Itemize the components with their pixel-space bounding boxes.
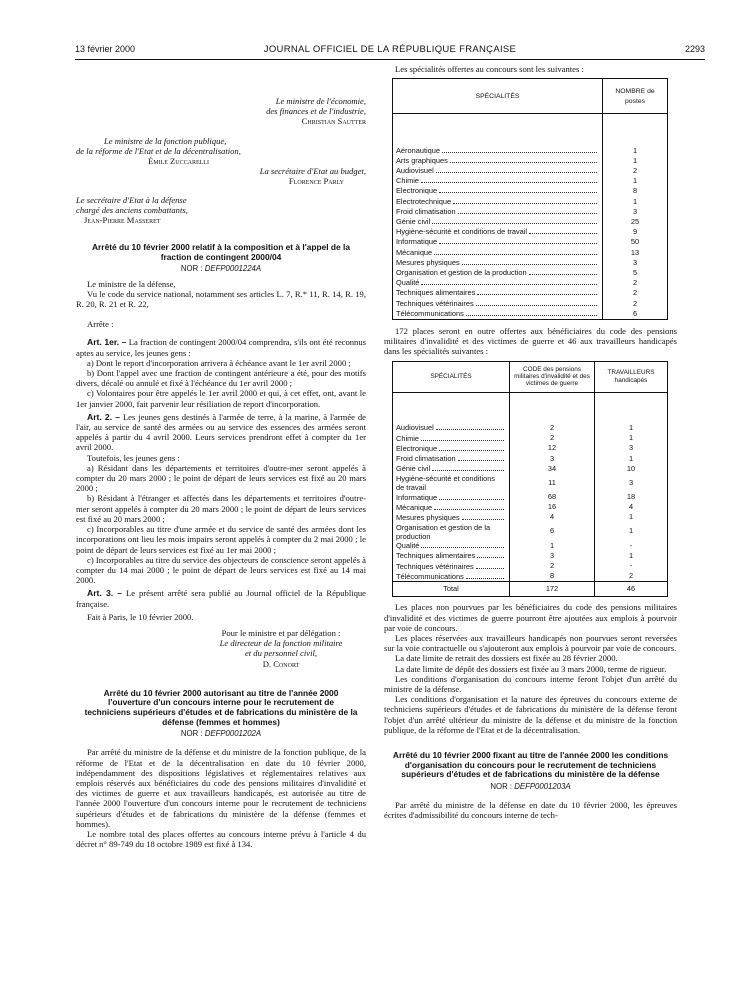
- travailleurs-cell: 1: [628, 433, 634, 443]
- article-text: Le présent arrêté sera publié au Journal officiel de la République française.: [76, 588, 367, 609]
- left-column: [76, 64, 366, 849]
- paragraph: c) Incorporables au titre du service des objecteurs de conscience seront appelés à compter du 14 mai 2000 ; le point de départ de leurs services est fixé au 14 mai 2000.: [76, 554, 366, 586]
- table-row: [393, 258, 668, 268]
- travailleurs-cell: 1: [628, 550, 634, 560]
- total-label: Total: [393, 582, 510, 597]
- postes-cell: 3: [632, 206, 638, 216]
- specialite-label: Informatique: [396, 492, 438, 502]
- delegation-name: D. Conort: [262, 658, 300, 669]
- paragraph: Vu le code du service national, notamment ses articles L. 7, R.* 11, R. 14, R. 19, R. 20, R. 21 et R. 22,: [76, 288, 366, 310]
- paragraph: La date limite de retrait des dossiers est fixée au 28 février 2000.: [395, 653, 618, 664]
- specialite-label: Electronique: [396, 186, 438, 196]
- specialite-cell: [393, 186, 603, 196]
- signature-role: chargé des anciens combattants,: [76, 204, 188, 215]
- code-pensions-cell: 16: [510, 502, 595, 512]
- decree-title: Arrêté du 10 février 2000 autorisant au titre de l'année 2000 l'ouverture d'un concours interne pour le recrutement de techniciens supérieurs d'études et de fabrications du ministère de la défense (femmes et hommes): [84, 687, 358, 727]
- code-pensions-cell: 8: [510, 571, 595, 582]
- postes-cell: 1: [632, 176, 638, 186]
- nor-label: NOR :: [180, 729, 203, 739]
- article-text: La fraction de contingent 2000/04 comprendra, s'ils ont été reconnus aptes au service, les jeunes gens :: [76, 337, 366, 358]
- code-pensions-cell: 12: [510, 443, 595, 453]
- paragraph: c) Volontaires pour être appelés le 1er avril 2000 et qui, à cet effet, ont, avant le 1er janvier 2000, fait parvenir leur résiliation de report d'incorporation.: [76, 388, 366, 409]
- travailleurs-cell: 1: [628, 453, 634, 463]
- specialite-label: Hygiène-sécurité et conditions de travail: [396, 473, 496, 492]
- travailleurs-cell: 2: [628, 571, 634, 581]
- specialite-label: Audiovisuel: [396, 166, 434, 176]
- travailleurs-cell: 3: [628, 443, 634, 453]
- table-row: [393, 392, 668, 433]
- table-row: [393, 288, 668, 298]
- article-label: Art. 1er. –: [87, 337, 127, 348]
- nor-code: DEFP0001203A: [514, 781, 571, 791]
- signature-block-anciens-combattants: [76, 195, 366, 226]
- delegation-line: Pour le ministre et par délégation :: [221, 627, 341, 638]
- travailleurs-cell: 18: [626, 491, 636, 501]
- paragraph: Les spécialités offertes au concours sont les suivantes :: [395, 64, 584, 74]
- specialite-label: Génie civil: [396, 217, 431, 227]
- specialite-cell: [393, 392, 510, 433]
- postes-cell: 50: [630, 237, 640, 247]
- specialite-label: Organisation et gestion de la production: [396, 268, 527, 278]
- specialite-label: Mesures physiques: [396, 257, 460, 267]
- postes-cell: 5: [632, 268, 638, 278]
- paragraph: La date limite de dépôt des dossiers est fixée au 3 mars 2000, terme de rigueur.: [395, 663, 667, 674]
- table-row: [393, 454, 668, 464]
- table-row: [393, 309, 668, 320]
- decree-nor: [384, 782, 677, 792]
- specialite-cell: [393, 268, 603, 278]
- table-row: [393, 186, 668, 196]
- table-row: [393, 248, 668, 258]
- specialite-cell: [393, 166, 603, 176]
- travailleurs-cell: -: [629, 540, 633, 550]
- specialite-cell: [393, 288, 603, 298]
- specialite-cell: [393, 197, 603, 207]
- table-row: [393, 278, 668, 288]
- code-pensions-cell: 4: [510, 512, 595, 522]
- postes-cell: 13: [630, 247, 640, 257]
- specialite-cell: [393, 207, 603, 217]
- specialite-cell: [393, 176, 603, 186]
- table-row: [393, 176, 668, 186]
- signature-name: Florence Parly: [288, 176, 344, 187]
- signature-name: Jean-Pierre Masseret: [84, 215, 161, 226]
- specialite-label: Audiovisuel: [396, 423, 434, 433]
- paragraph: Fait à Paris, le 10 février 2000.: [87, 611, 194, 622]
- article-label: Art. 2. –: [87, 411, 121, 422]
- signature-block-economie: [76, 96, 366, 127]
- specialite-label: Qualité: [396, 541, 420, 551]
- postes-cell: 1: [632, 196, 638, 206]
- paragraph: Le ministre de la défense,: [87, 278, 176, 289]
- specialite-cell: [393, 571, 510, 582]
- table-row: [393, 227, 668, 237]
- specialite-label: Chimie: [396, 176, 419, 186]
- specialite-label: Organisation et gestion de la production: [396, 522, 491, 541]
- travailleurs-cell: 1: [628, 526, 634, 536]
- code-pensions-cell: 2: [510, 433, 595, 443]
- travailleurs-cell: 4: [628, 502, 634, 512]
- specialite-label: Electrotechnique: [396, 196, 452, 206]
- code-pensions-cell: 3: [510, 454, 595, 464]
- paragraph: b) Résidant à l'étranger et affectés dans les départements et territoires d'outre-mer seront appelés à compter du 20 mars 2000 ; le point de départ de leurs services est fixé au 20 mars 2000 ;: [76, 493, 366, 524]
- article-3: [76, 588, 366, 608]
- postes-cell: 6: [632, 308, 638, 318]
- table-row: [393, 237, 668, 247]
- paragraph: Par arrêté du ministre de la défense en date du 10 février 2000, les épreuves écrites d'admissibilité du concours interne de tech-: [384, 799, 677, 821]
- specialite-cell: [393, 237, 603, 247]
- table-row: [393, 113, 668, 156]
- specialite-label: Arts graphiques: [396, 155, 448, 165]
- code-pensions-cell: 3: [510, 551, 595, 561]
- code-pensions-cell: 34: [510, 464, 595, 474]
- specialite-label: Froid climatisation: [396, 206, 456, 216]
- column-header: CODE des pensions militaires d'invalidité et des victimes de guerre: [510, 361, 595, 392]
- postes-cell: 9: [632, 227, 638, 237]
- nor-label: NOR :: [180, 264, 203, 274]
- table-row: [393, 217, 668, 227]
- specialite-label: Mesures physiques: [396, 512, 460, 522]
- specialite-cell: [393, 278, 603, 288]
- postes-cell: 2: [632, 288, 638, 298]
- specialite-label: Froid climatisation: [396, 454, 456, 464]
- signature-role: Le ministre de l'économie,: [275, 96, 366, 106]
- article-text: Les jeunes gens destinés à l'armée de terre, à la marine, à l'armée de l'air, au service de santé des armées ou au service des essences des armées seront appelés à partir du 4 avril 2000. Leurs services prendront effet à compter du 1er avril 2000.: [76, 411, 366, 453]
- signature-role: Le secrétaire d'Etat à la défense: [76, 194, 187, 205]
- signature-role: des finances et de l'industrie,: [266, 106, 366, 117]
- table-row: [393, 433, 668, 443]
- specialite-label: Télécommunications: [396, 308, 464, 318]
- column-header: SPÉCIALITÉS: [393, 79, 603, 113]
- table-row: [393, 523, 668, 541]
- code-pensions-cell: 1: [510, 541, 595, 551]
- header-page-number: 2293: [684, 44, 705, 54]
- specialite-label: Qualité: [396, 278, 420, 288]
- table-row: [393, 197, 668, 207]
- table-row: [393, 571, 668, 582]
- specialite-cell: [393, 561, 510, 571]
- specialite-label: Electronique: [396, 443, 438, 453]
- paragraph: Les places réservées aux travailleurs handicapés non pourvues seront reversées sur la voie contractuelle ou s'ajouteront aux emplois à pourvoir par voie de concours.: [384, 632, 677, 654]
- signature-name: Christian Sautter: [301, 116, 366, 127]
- specialite-cell: [393, 523, 510, 541]
- specialite-label: Informatique: [396, 237, 438, 247]
- table-row: [393, 551, 668, 561]
- code-pensions-cell: 11: [510, 474, 595, 492]
- signature-block-budget: [76, 166, 366, 186]
- table-row: [393, 268, 668, 278]
- specialite-label: Mécanique: [396, 502, 433, 512]
- specialite-cell: [393, 248, 603, 258]
- specialite-label: Aéronautique: [396, 145, 440, 155]
- specialite-cell: [393, 443, 510, 453]
- specialites-table-body: [393, 113, 668, 319]
- delegation-line: et du personnel civil,: [244, 648, 318, 659]
- paragraph: c) Incorporables au titre d'une armée et du service de santé des armées dont les incorporations ont lieu les mois impairs seront appelés à compter du 2 mai 2000 ; le point de départ de leurs services est fixé au 1er mai 2000 ;: [76, 524, 366, 555]
- travailleurs-cell: 1: [628, 422, 634, 432]
- paragraph: a) Résidant dans les départements et territoires d'outre-mer seront appelés à compter du 20 mars 2000 ; le point de départ de leurs services est fixé au 20 mars 2000 ;: [76, 462, 366, 494]
- postes-cell: 2: [632, 278, 638, 288]
- specialite-cell: [393, 217, 603, 227]
- paragraph: Les places non pourvues par les bénéficiaires du code des pensions militaires d'invalidité et des victimes de guerre pourront être ajoutées aux emplois à pourvoir par voie de concours.: [384, 602, 677, 633]
- header-date: 13 février 2000: [75, 44, 136, 54]
- table-row: [393, 474, 668, 492]
- total-code: 172: [510, 582, 595, 597]
- specialite-label: Techniques vétérinaires: [396, 298, 474, 308]
- paragraph: 172 places seront en outre offertes aux bénéficiaires du code des pensions militaires d'invalidité et des victimes de guerre et 46 aux travailleurs handicapés dans les spécialités suivantes :: [384, 326, 677, 357]
- paragraph: Le nombre total des places offertes au concours interne prévu à l'article 4 du décret n° 89-749 du 18 octobre 1989 est fixé à 134.: [76, 828, 366, 850]
- nor-label: NOR :: [490, 781, 513, 791]
- table-row: [393, 541, 668, 551]
- specialite-cell: [393, 433, 510, 443]
- paragraph: Toutefois, les jeunes gens :: [87, 452, 180, 463]
- postes-cell: 2: [632, 298, 638, 308]
- postes-cell: 3: [632, 257, 638, 267]
- specialite-cell: [393, 454, 510, 464]
- table-row: [393, 156, 668, 166]
- specialite-label: Génie civil: [396, 464, 431, 474]
- article-label: Art. 3. –: [87, 588, 123, 599]
- column-header: TRAVAILLEURS handicapés: [595, 361, 668, 392]
- decree-nor: [76, 264, 366, 274]
- delegation-line: Le directeur de la fonction militaire: [219, 638, 343, 649]
- specialite-label: Hygiène-sécurité et conditions de travail: [396, 227, 528, 237]
- header-journal-title: JOURNAL OFFICIEL DE LA RÉPUBLIQUE FRANÇAISE: [263, 44, 517, 55]
- paragraph: b) Dont l'appel avec une fraction de contingent antérieure a été, pour des motifs divers, décalé ou annulé et fixé à l'échéance du 1er avril 2000 ;: [76, 368, 366, 389]
- reserved-places-table: [392, 361, 668, 598]
- paragraph: a) Dont le report d'incorporation arrivera à échéance avant le 1er avril 2000 ;: [87, 357, 351, 368]
- table-row: [393, 299, 668, 309]
- table-row: [393, 512, 668, 522]
- table-total-row: [393, 582, 668, 597]
- signature-name: Émile Zuccarelli: [148, 156, 209, 167]
- signature-role: de la réforme de l'Etat et de la décentralisation,: [76, 145, 241, 156]
- specialite-cell: [393, 512, 510, 522]
- specialite-label: Techniques alimentaires: [396, 288, 476, 298]
- travailleurs-cell: 10: [626, 463, 636, 473]
- specialite-cell: [393, 492, 510, 502]
- table-row: [393, 561, 668, 571]
- article-2: [76, 412, 366, 453]
- postes-cell: 1: [632, 155, 638, 165]
- header-rule: [75, 59, 705, 60]
- table-header-row: [393, 361, 668, 392]
- column-header: SPÉCIALITÉS: [393, 361, 510, 392]
- specialite-label: Mécanique: [396, 247, 433, 257]
- specialite-label: Chimie: [396, 433, 419, 443]
- nor-code: DEFP0001202A: [204, 729, 262, 739]
- table-row: [393, 502, 668, 512]
- postes-cell: 2: [632, 166, 638, 176]
- specialite-cell: [393, 309, 603, 320]
- code-pensions-cell: 2: [510, 392, 595, 433]
- specialite-cell: [393, 113, 603, 156]
- signature-block-fonction-publique: [76, 136, 366, 167]
- signature-role: Le ministre de la fonction publique,: [104, 135, 227, 146]
- specialite-cell: [393, 299, 603, 309]
- specialite-cell: [393, 258, 603, 268]
- nor-code: DEFP0001224A: [204, 264, 262, 274]
- table-row: [393, 166, 668, 176]
- specialite-cell: [393, 474, 510, 492]
- travailleurs-cell: -: [629, 560, 633, 570]
- table-row: [393, 443, 668, 453]
- travailleurs-cell: 3: [628, 477, 634, 487]
- decree-title: Arrêté du 10 février 2000 fixant au titre de l'année 2000 les conditions d'organisation du concours pour le recrutement de techniciens supérieurs d'études et de fabrications du ministère de la défense: [392, 749, 669, 780]
- right-column: [384, 64, 677, 820]
- specialite-cell: [393, 464, 510, 474]
- specialite-label: Techniques vétérinaires: [396, 561, 474, 571]
- specialites-table: [392, 78, 668, 320]
- decree-title: Arrêté du 10 février 2000 relatif à la composition et à l'appel de la fraction de contingent 2000/04: [92, 242, 350, 262]
- specialite-cell: [393, 227, 603, 237]
- postes-cell: 1: [632, 145, 638, 155]
- postes-cell: 25: [630, 217, 640, 227]
- specialite-cell: [393, 541, 510, 551]
- paragraph: Par arrêté du ministre de la défense et du ministre de la fonction publique, de la réforme de l'Etat et de la décentralisation en date du 10 février 2000, indépendamment des dispositions législatives et réglementaires relatives aux emplois réservés aux bénéficiaires du code des pensions militaires d'invalidité et des victimes de guerre et aux travailleurs handicapés, est autorisée au titre de l'année 2000 l'ouverture d'un concours interne pour le recrutement de techniciens supérieurs d'études et de fabrications du ministère de la défense (femmes et hommes).: [76, 747, 366, 829]
- code-pensions-cell: 68: [510, 492, 595, 502]
- paragraph: Les conditions d'organisation et la nature des épreuves du concours externe de techniciens supérieurs d'études et de fabrications du ministère de la défense feront l'objet d'un arrêté ultérieur du ministre de la défense et du ministre de la fonction publique, de la réforme de l'Etat et de la décentralisation.: [384, 694, 677, 735]
- reserved-places-table-body: [393, 392, 668, 596]
- table-header-row: [393, 79, 668, 113]
- postes-cell: 8: [632, 186, 638, 196]
- signature-role: La secrétaire d'Etat au budget,: [259, 166, 366, 177]
- table-row: [393, 492, 668, 502]
- running-header: [75, 44, 705, 58]
- total-trav: 46: [595, 582, 668, 597]
- decree-nor: [76, 729, 366, 739]
- specialite-label: Télécommunications: [396, 571, 464, 581]
- article-1: [76, 337, 366, 357]
- specialite-cell: [393, 156, 603, 166]
- code-pensions-cell: 6: [510, 523, 595, 541]
- table-row: [393, 464, 668, 474]
- specialite-cell: [393, 502, 510, 512]
- table-row: [393, 207, 668, 217]
- paragraph: Arrête :: [87, 319, 114, 330]
- paragraph: Les conditions d'organisation du concours interne feront l'objet d'un arrêté du ministre de la défense.: [384, 673, 677, 694]
- column-header: NOMBRE de postes: [603, 79, 668, 113]
- delegation-signature: [76, 628, 366, 669]
- specialite-label: Techniques alimentaires: [396, 551, 476, 561]
- travailleurs-cell: 1: [628, 512, 634, 522]
- specialite-cell: [393, 551, 510, 561]
- code-pensions-cell: 2: [510, 561, 595, 571]
